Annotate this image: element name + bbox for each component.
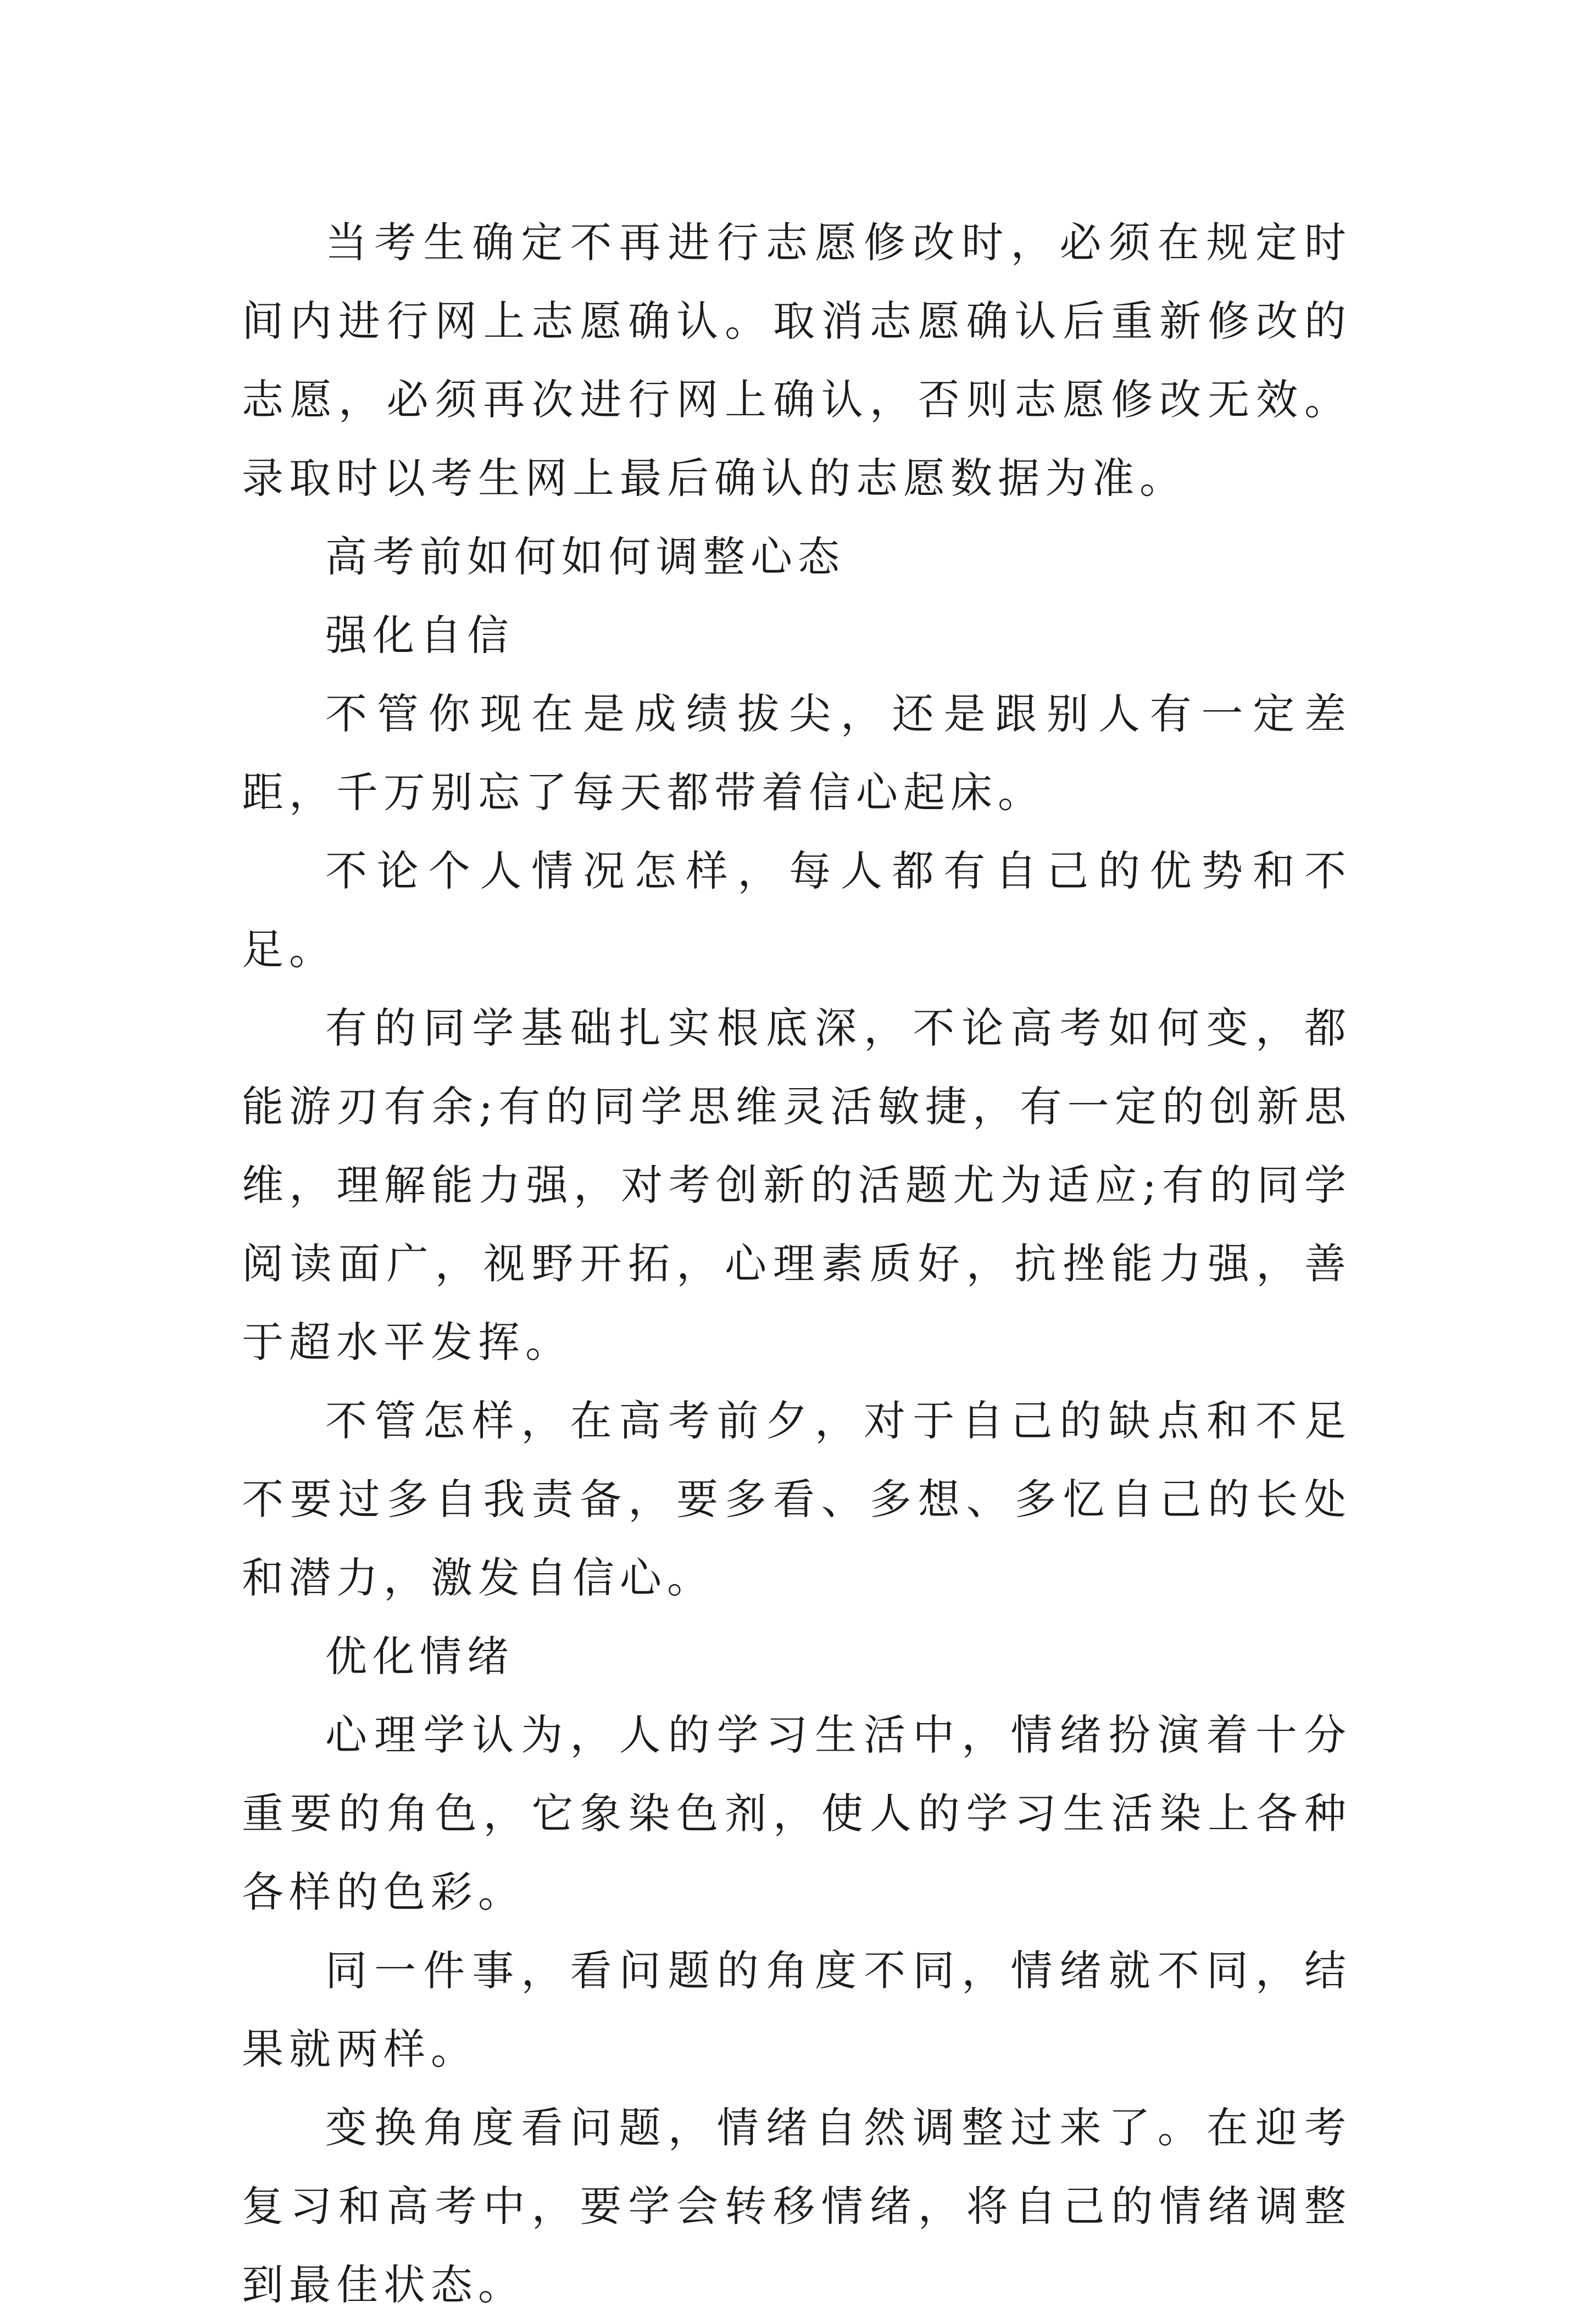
paragraph: 有的同学基础扎实根底深，不论高考如何变，都能游刃有余;有的同学思维灵活敏捷，有一定的创新思维，理解能力强，对考创新的活题尤为适应;有的同学阅读面广，视野开拓，心理素质好，抗挫能力强，善于超水平发挥。 [242, 1004, 1352, 1367]
paragraph: 变换角度看问题，情绪自然调整过来了。在迎考复习和高考中，要学会转移情绪，将自己的情绪调整到最佳状态。 [242, 2103, 1352, 2309]
subsection-heading: 优化情绪 [325, 1632, 514, 1681]
section-heading: 高考前如何如何调整心态 [325, 532, 845, 581]
paragraph: 不管你现在是成绩拔尖，还是跟别人有一定差距，千万别忘了每天都带着信心起床。 [242, 689, 1352, 817]
document-body [242, 203, 1352, 2324]
paragraph: 心理学认为，人的学习生活中，情绪扮演着十分重要的角色，它象染色剂，使人的学习生活染上各种各样的色彩。 [242, 1710, 1352, 1916]
paragraph: 同一件事，看问题的角度不同，情绪就不同，结果就两样。 [242, 1946, 1352, 2074]
paragraph: 当考生确定不再进行志愿修改时，必须在规定时间内进行网上志愿确认。取消志愿确认后重新修改的志愿，必须再次进行网上确认，否则志愿修改无效。录取时以考生网上最后确认的志愿数据为准。 [242, 218, 1352, 503]
subsection-heading: 强化自信 [325, 611, 514, 660]
paragraph: 不论个人情况怎样，每人都有自己的优势和不足。 [242, 846, 1352, 974]
paragraph: 不管怎样，在高考前夕，对于自己的缺点和不足不要过多自我责备，要多看、多想、多忆自己的长处和潜力，激发自信心。 [242, 1396, 1352, 1602]
